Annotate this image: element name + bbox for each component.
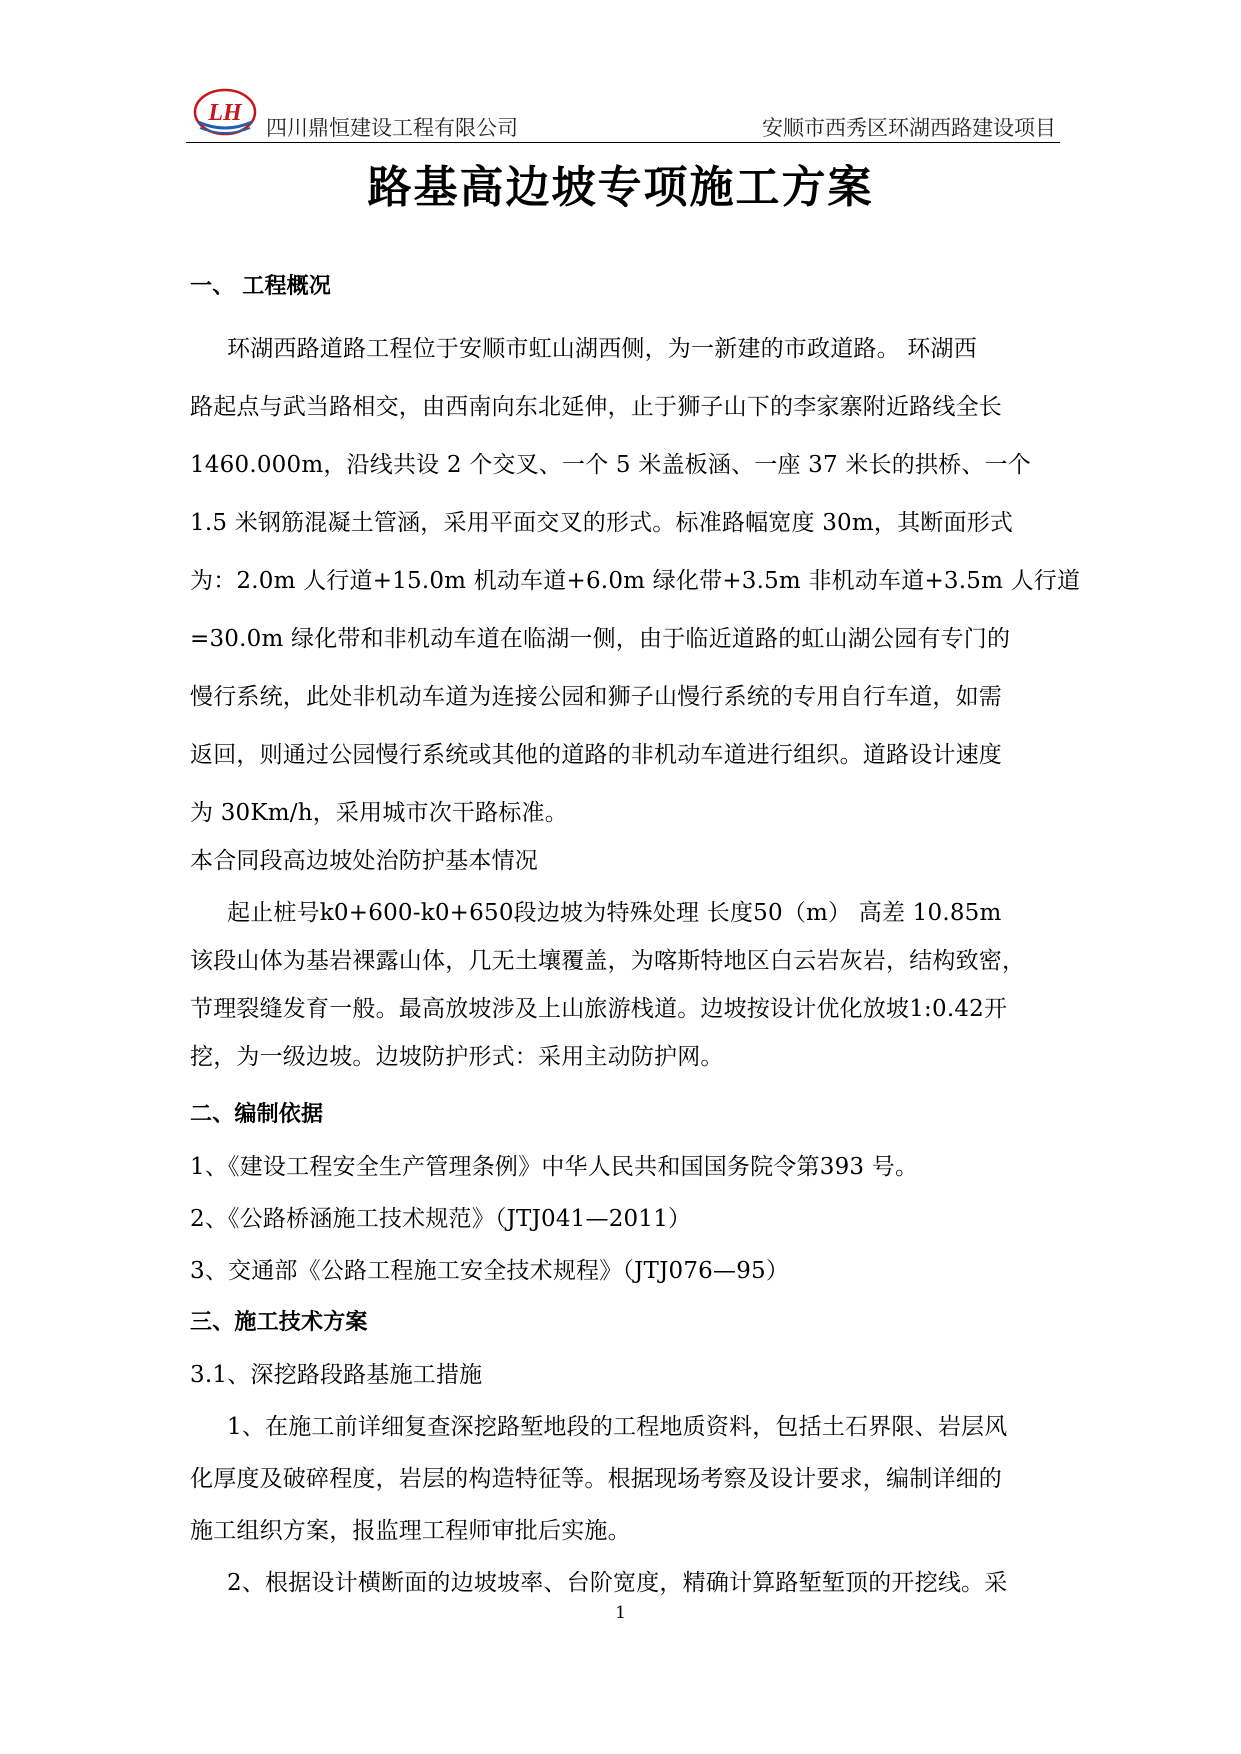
paragraph-line: 环湖西路道路工程位于安顺市虹山湖西侧，为一新建的市政道路。 环湖西 bbox=[227, 336, 977, 362]
paragraph-line: 1.5 米钢筋混凝土管涵，采用平面交叉的形式。标准路幅宽度 30m，其断面形式 bbox=[190, 510, 1014, 536]
detail-line: 节理裂缝发育一般。最高放坡涉及上山旅游栈道。边坡按设计优化放坡1:0.42开 bbox=[190, 996, 1008, 1022]
company-logo bbox=[190, 82, 260, 140]
paragraph-line: 化厚度及破碎程度，岩层的构造特征等。根据现场考察及设计要求，编制详细的 bbox=[190, 1466, 1002, 1492]
paragraph-line: 为：2.0m 人行道+15.0m 机动车道+6.0m 绿化带+3.5m 非机动车道+3.5m 人行道 bbox=[190, 568, 1081, 594]
basis-item: 1、《建设工程安全生产管理条例》中华人民共和国国务院令第393 号。 bbox=[190, 1154, 919, 1180]
paragraph-line: 1460.000m，沿线共设 2 个交叉、一个 5 米盖板涵、一座 37 米长的拱桥、一个 bbox=[190, 452, 1031, 478]
paragraph-line: 2、根据设计横断面的边坡坡率、台阶宽度，精确计算路堑堑顶的开挖线。采 bbox=[227, 1570, 1008, 1596]
paragraph-line: 施工组织方案，报监理工程师审批后实施。 bbox=[190, 1518, 631, 1544]
subsection-heading: 3.1、深挖路段路基施工措施 bbox=[190, 1362, 483, 1388]
document-title: 路基高边坡专项施工方案 bbox=[367, 162, 874, 213]
detail-line: 起止桩号k0+600-k0+650段边坡为特殊处理 长度50（m） 高差 10.85m bbox=[227, 900, 1002, 926]
paragraph-line: 1、在施工前详细复查深挖路堑地段的工程地质资料，包括土石界限、岩层风 bbox=[227, 1414, 1008, 1440]
section-heading-technical: 三、施工技术方案 bbox=[190, 1310, 368, 1335]
company-name: 四川鼎恒建设工程有限公司 bbox=[266, 116, 518, 140]
paragraph-line: 为 30Km/h，采用城市次干路标准。 bbox=[190, 800, 568, 826]
subheading-slope-info: 本合同段高边坡处治防护基本情况 bbox=[190, 848, 538, 874]
section-heading-overview: 一、 工程概况 bbox=[190, 274, 332, 299]
detail-line: 该段山体为基岩裸露山体，几无土壤覆盖，为喀斯特地区白云岩灰岩，结构致密， bbox=[190, 948, 1026, 974]
paragraph-line: 路起点与武当路相交，由西南向东北延伸，止于狮子山下的李家寨附近路线全长 bbox=[190, 394, 1002, 420]
page-number: 1 bbox=[615, 1603, 626, 1623]
paragraph-line: 慢行系统，此处非机动车道为连接公园和狮子山慢行系统的专用自行车道，如需 bbox=[190, 684, 1002, 710]
basis-item: 3、交通部《公路工程施工安全技术规程》（JTJ076—95） bbox=[190, 1258, 790, 1284]
logo-letters: LH bbox=[208, 100, 242, 126]
basis-item: 2、《公路桥涵施工技术规范》（JTJ041—2011） bbox=[190, 1206, 692, 1232]
section-heading-basis: 二、编制依据 bbox=[190, 1102, 324, 1127]
paragraph-line: 返回，则通过公园慢行系统或其他的道路的非机动车道进行组织。道路设计速度 bbox=[190, 742, 1002, 768]
page-header bbox=[186, 80, 1060, 143]
paragraph-line: =30.0m 绿化带和非机动车道在临湖一侧，由于临近道路的虹山湖公园有专门的 bbox=[190, 626, 1011, 652]
project-name: 安顺市西秀区环湖西路建设项目 bbox=[762, 116, 1056, 140]
detail-line: 挖，为一级边坡。边坡防护形式：采用主动防护网。 bbox=[190, 1044, 724, 1070]
